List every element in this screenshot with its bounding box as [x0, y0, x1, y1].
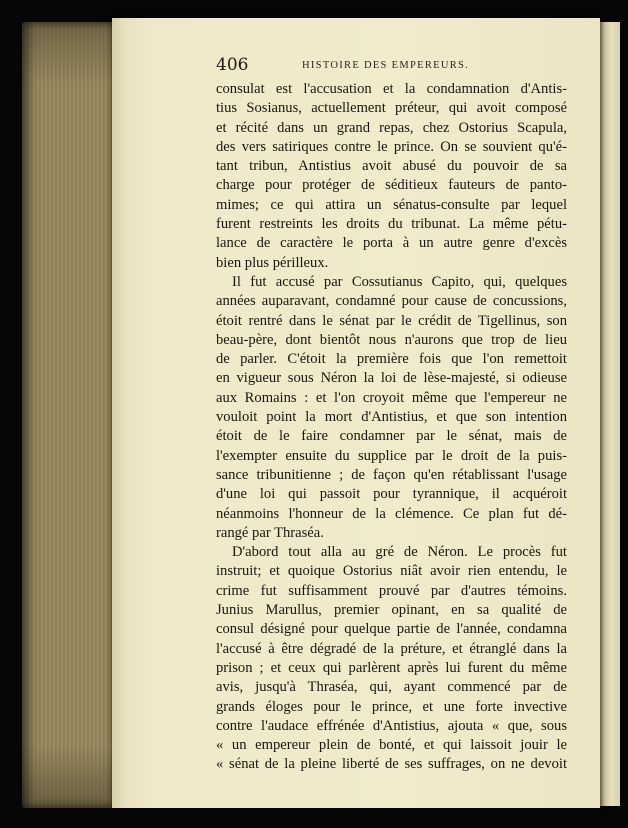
text-line: et récité dans un grand repas, chez Ostorius Scapula,: [216, 119, 567, 136]
running-title: HISTOIRE DES EMPEREURS.: [302, 60, 470, 71]
text-line: consulat est l'accusation et la condamnation d'Antis-: [216, 81, 567, 97]
text-line: d'une loi qui passoit pour tyrannique, il acquéroit: [216, 486, 567, 503]
text-line: beau-père, dont bientôt nous n'aurons que trop de lieu: [216, 331, 567, 348]
text-line: grands éloges pour le prince, et une forte invective: [216, 698, 567, 715]
text-line: l'exempter ensuite du supplice par le droit de la puis-: [216, 447, 567, 464]
paragraph-1: [216, 80, 567, 273]
facing-page-edge: [600, 22, 620, 806]
text-line: instruit; et quoique Ostorius niât avoir rien entendu, le: [216, 563, 567, 580]
text-line: D'abord tout alla au gré de Néron. Le procès fut: [232, 544, 567, 561]
text-line: étoit rentré dans le sénat par le crédit de Tigellinus, son: [216, 312, 567, 329]
text-line: rangé par Thraséa.: [216, 524, 324, 541]
page-header: [216, 55, 576, 77]
text-line: aux Romains : et l'on croyoit même que l'empereur ne: [216, 389, 567, 406]
text-line: tant tribun, Antistius avoit abusé du pouvoir de sa: [216, 158, 567, 175]
text-line: Il fut accusé par Cossutianus Capito, qui, quelques: [232, 273, 567, 290]
text-line: Junius Marullus, premier opinant, en sa qualité de: [216, 602, 567, 619]
page-number: 406: [216, 55, 249, 75]
text-line: avis, jusqu'à Thraséa, qui, ayant commencé par de: [216, 679, 567, 696]
text-line: étoit de le faire condamner par le sénat, mais de: [216, 428, 567, 445]
text-line: années auparavant, condamné pour cause de concussions,: [216, 293, 567, 310]
text-line: furent restreints les droits du tribunat. La même pétu-: [216, 216, 567, 233]
text-line: tius Sosianus, actuellement préteur, qui avoit composé: [216, 100, 567, 117]
text-line: l'accusé à être dégradé de la préture, et étranglé dans la: [216, 640, 567, 657]
text-line: consul désigné pour quelque partie de l'année, condamna: [216, 621, 567, 638]
text-line: contre l'audace effrénée d'Antistius, ajouta « que, sous: [216, 717, 567, 734]
paragraph-3: [216, 543, 567, 775]
text-line: sance tribunitienne ; de façon qu'en rétablissant l'usage: [216, 466, 567, 483]
text-line: en vigueur sous Néron la loi de lèse-majesté, si odieuse: [216, 370, 567, 387]
text-line: prison ; et ceux qui parlèrent après lui furent du même: [216, 659, 567, 676]
text-line: néanmoins l'honneur de la clémence. Ce plan fut dé-: [216, 505, 567, 522]
text-line: « un empereur plein de bonté, et qui laissoit jouir le: [216, 737, 567, 754]
text-line: vouloit point la mort d'Antistius, et que son intention: [216, 409, 567, 426]
text-line: charge pour protéger de séditieux fauteurs de panto-: [216, 177, 567, 194]
text-line: lance de caractère le porta à un autre genre d'excès: [216, 235, 567, 252]
text-line: des vers satiriques contre le prince. On se souvient qu'é-: [216, 138, 567, 155]
paragraph-2: [216, 273, 567, 543]
text-line: « sénat de la pleine liberté de ses suffrages, on ne devoit: [216, 756, 567, 773]
text-line: de parler. C'étoit la première fois que l'on remettoit: [216, 351, 567, 368]
text-line: bien plus périlleux.: [216, 254, 329, 271]
text-body: [216, 80, 567, 775]
text-line: mimes; ce qui attira un sénatus-consulte par lequel: [216, 196, 567, 213]
text-line: crime fut suffisamment prouvé par d'autres témoins.: [216, 582, 567, 599]
page-edges: [22, 22, 120, 808]
